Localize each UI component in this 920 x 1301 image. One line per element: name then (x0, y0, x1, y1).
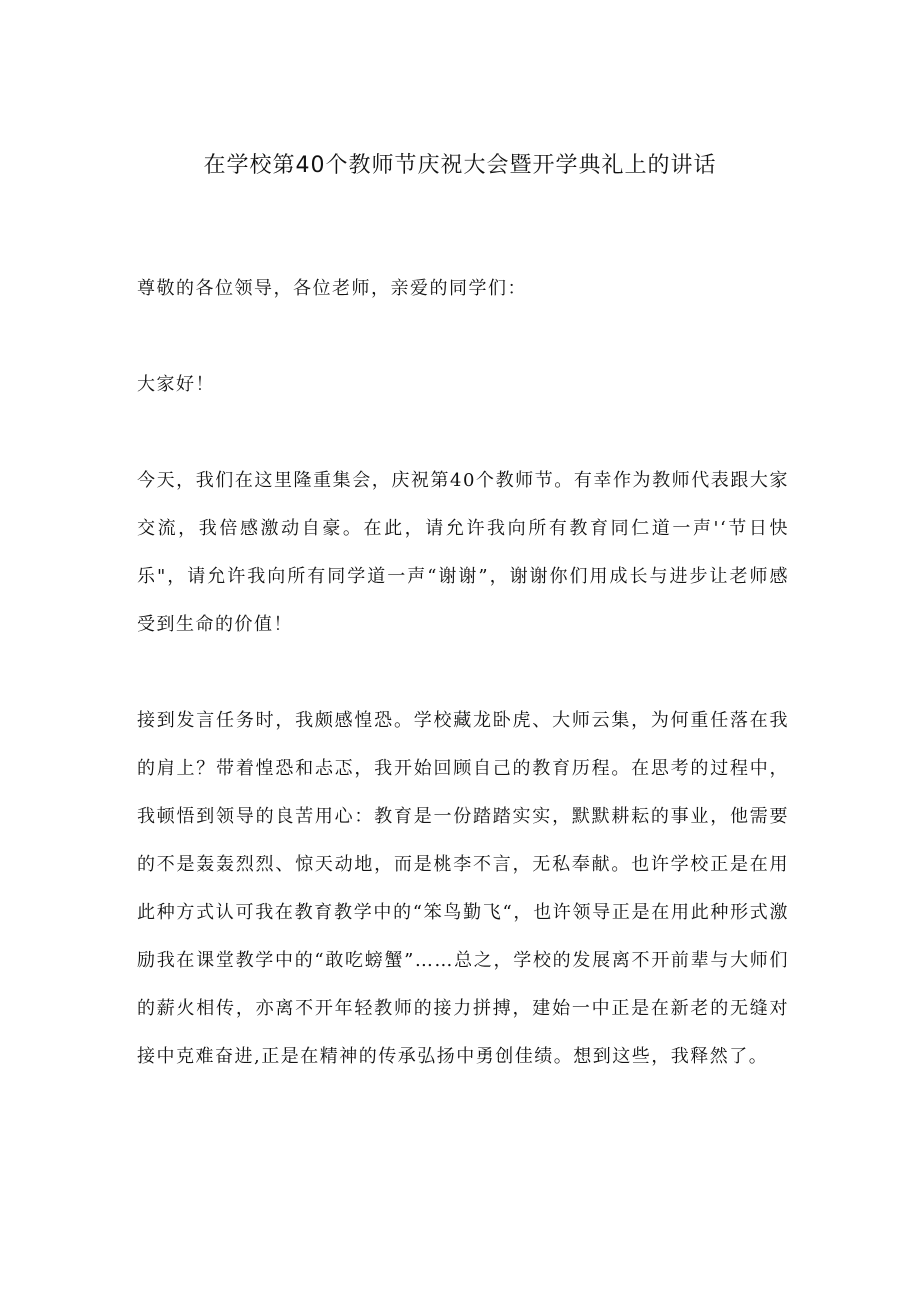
greeting-line: 尊敬的各位领导，各位老师，亲爱的同学们： (137, 278, 527, 299)
hello-line: 大家好！ (137, 374, 215, 395)
document-title: 在学校第40个教师节庆祝大会暨开学典礼上的讲话 (203, 153, 717, 178)
body-paragraph: 接到发言任务时，我颇感惶恐。学校藏龙卧虎、大师云集，为何重任落在我的肩上？带着惶恐和忐忑，我开始回顾自己的教育历程。在思考的过程中，我顿悟到领导的良苦用心：教育是一份踏踏实实，默默耕耘的事业，他需要的不是轰轰烈烈、惊天动地，而是桃李不言，无私奉献。也许学校正是在用此种方式认可我在教育教学中的“笨鸟勤飞“，也许领导正是在用此种形式激励我在课堂教学中的“敢吃螃蟹”……总之，学校的发展离不开前辈与大师们的薪火相传，亦离不开年轻教师的接力拼搏，建始一中正是在新老的无缝对接中克难奋进,正是在精神的传承弘扬中勇创佳绩。想到这些，我释然了。 (137, 710, 789, 1067)
body-paragraph: 今天，我们在这里隆重集会，庆祝第40个教师节。有幸作为教师代表跟大家交流，我倍感激动自豪。在此，请允许我向所有教育同仁道一声'‘节日快乐"，请允许我向所有同学道一声“谢谢”，谢谢你们用成长与进步让老师感受到生命的价值！ (137, 470, 789, 635)
